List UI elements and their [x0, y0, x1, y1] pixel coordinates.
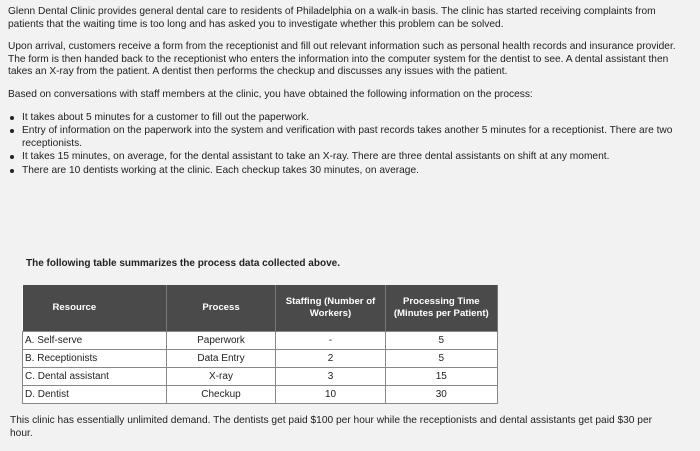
cell-staffing: -: [276, 332, 385, 350]
process-bullet-list: [8, 112, 692, 178]
header-processing-time: Processing Time (Minutes per Patient): [385, 285, 497, 332]
cell-staffing: 2: [276, 350, 385, 368]
bullet-text: It takes 15 minutes, on average, for the dental assistant to take an X-ray. There are three dental assistants on shift at any moment.: [22, 151, 610, 163]
header-staffing: Staffing (Number of Workers): [276, 285, 385, 332]
bullet-icon: [10, 155, 14, 159]
cell-resource: A. Self-serve: [23, 332, 167, 350]
table-row: [23, 332, 498, 350]
cell-time: 15: [385, 368, 497, 386]
bullet-icon: [10, 116, 14, 120]
cell-process: Paperwork: [166, 332, 276, 350]
table-row: [23, 368, 498, 386]
cell-staffing: 3: [276, 368, 385, 386]
cell-process: Data Entry: [166, 350, 276, 368]
bullet-icon: [10, 129, 14, 133]
cell-process: X-ray: [166, 368, 276, 386]
table-row: [23, 386, 498, 404]
bullet-text: Entry of information on the paperwork into the system and verification with past records takes another 5 minutes for a receptionist. There are two receptionists.: [22, 125, 673, 149]
cell-time: 30: [385, 386, 497, 404]
table-header-row: [23, 285, 498, 332]
cell-resource: D. Dentist: [23, 386, 167, 404]
bullet-text: It takes about 5 minutes for a customer to fill out the paperwork.: [22, 111, 310, 123]
cell-time: 5: [385, 350, 497, 368]
bullet-item: [8, 151, 692, 164]
cell-resource: B. Receptionists: [23, 350, 167, 368]
cell-process: Checkup: [166, 386, 276, 404]
header-process: Process: [166, 285, 276, 332]
intro-paragraph-1: Glenn Dental Clinic provides general dental care to residents of Philadelphia on a walk-in basis. The clinic has started receiving complaints from patients that the waiting time is too long and has asked you to investigate whether this problem can be solved.: [8, 6, 656, 30]
bullet-item: [8, 165, 692, 178]
header-resource: Resource: [23, 285, 167, 332]
problem-statement: [8, 6, 692, 179]
bullet-text: There are 10 dentists working at the clinic. Each checkup takes 30 minutes, on average.: [22, 164, 419, 176]
cell-staffing: 10: [276, 386, 385, 404]
process-data-table: [22, 285, 498, 404]
cell-time: 5: [385, 332, 497, 350]
cell-resource: C. Dental assistant: [23, 368, 167, 386]
bullet-icon: [10, 169, 14, 173]
table-title: The following table summarizes the process data collected above.: [26, 258, 340, 269]
bullet-item: [8, 125, 692, 150]
intro-paragraph-2: Upon arrival, customers receive a form from the receptionist and fill out relevant information such as personal health records and insurance provider. The form is then handed back to the receptionist who enters the information into the computer system for the dentist to see. A dental assistant then takes an X-ray from the patient. A dentist then performs the checkup and discusses any issues with the patient.: [8, 41, 676, 78]
bullet-item: [8, 112, 692, 125]
intro-paragraph-3: Based on conversations with staff members at the clinic, you have obtained the following information on the process:: [8, 88, 533, 100]
footer-paragraph: This clinic has essentially unlimited demand. The dentists get paid $100 per hour while the receptionists and dental assistants get paid $30 per hour.: [10, 415, 653, 439]
table-row: [23, 350, 498, 368]
